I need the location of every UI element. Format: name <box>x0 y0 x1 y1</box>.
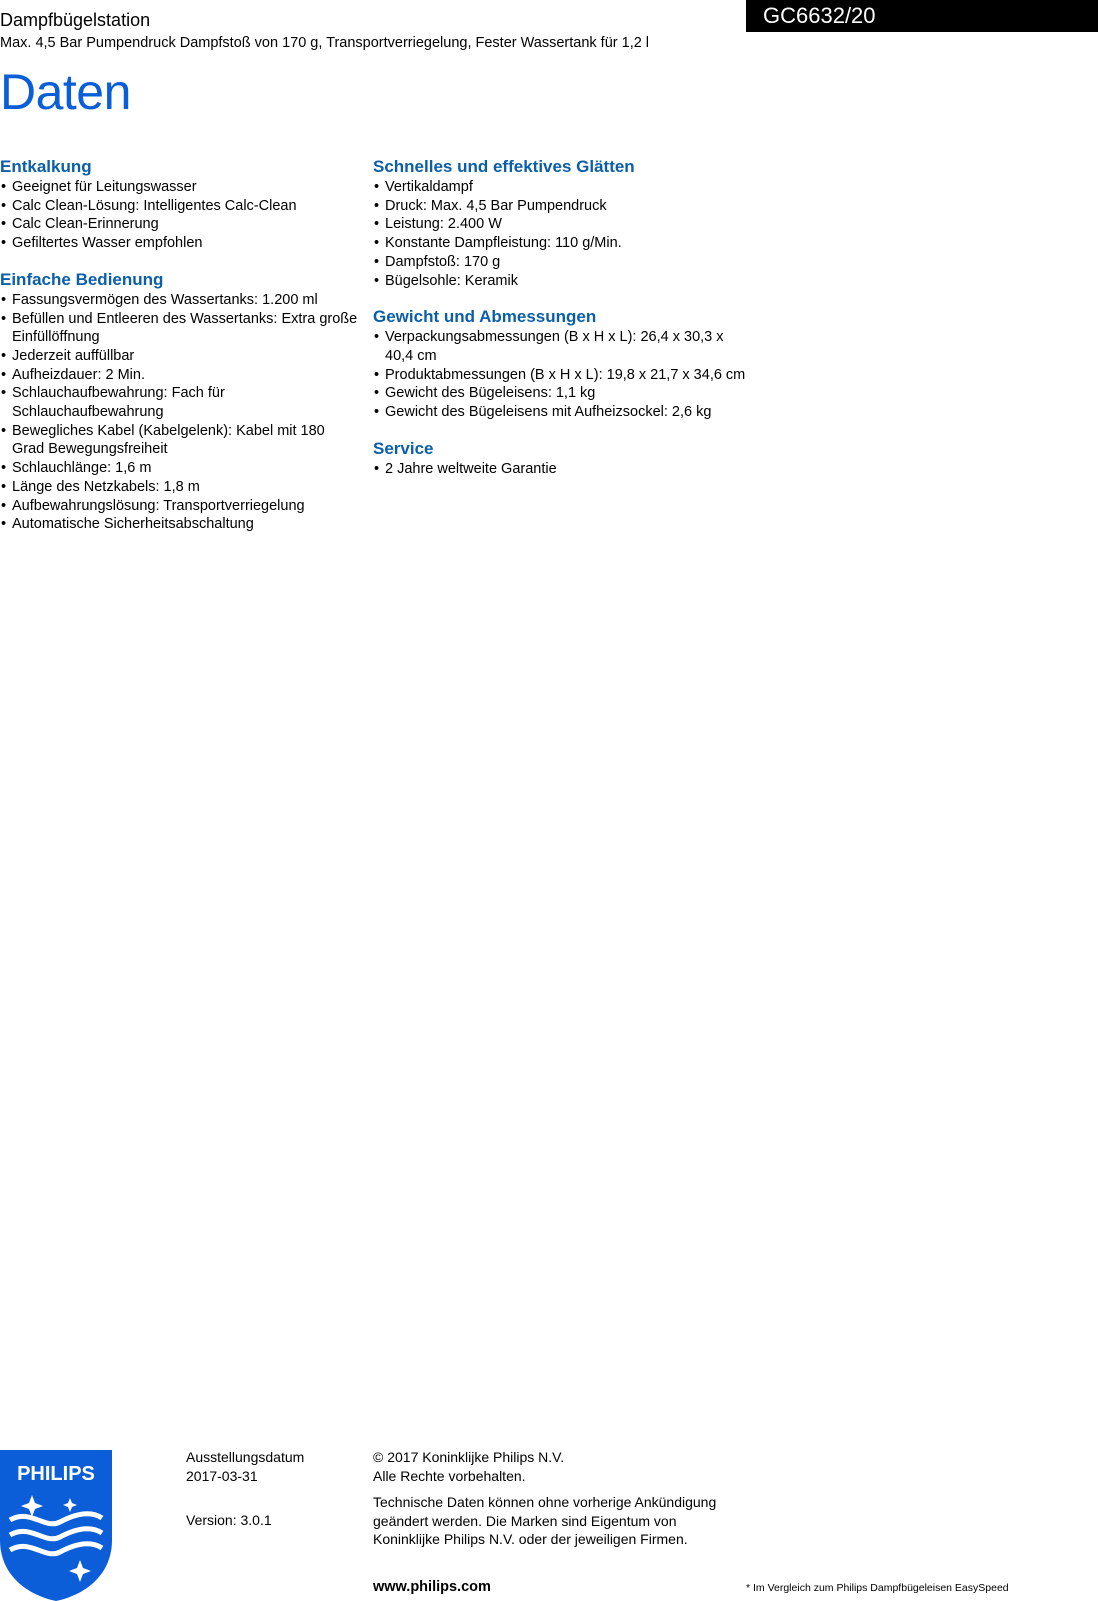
rights-text: Alle Rechte vorbehalten. <box>373 1468 526 1484</box>
spec-item: • Gefiltertes Wasser empfohlen <box>0 234 360 253</box>
spec-item: • Fassungsvermögen des Wassertanks: 1.200 ml <box>0 291 360 310</box>
disclaimer-text: Technische Daten können ohne vorherige Ankündigung geändert werden. Die Marken sind Eigentum von Koninklijke Philips N.V. oder der jeweiligen Firmen. <box>373 1494 717 1547</box>
page-title: Daten <box>0 64 131 120</box>
philips-shield-logo <box>0 1450 112 1601</box>
spec-list <box>0 291 360 534</box>
spec-section <box>373 306 753 422</box>
spec-section <box>0 156 360 253</box>
spec-item: • Schlauchaufbewahrung: Fach für Schlauchaufbewahrung <box>0 384 360 421</box>
spec-section <box>373 156 753 290</box>
spec-item: • Jederzeit auffüllbar <box>0 347 360 366</box>
spec-item: • Automatische Sicherheitsabschaltung <box>0 515 360 534</box>
spec-item: • Schlauchlänge: 1,6 m <box>0 459 360 478</box>
website-link[interactable]: www.philips.com <box>373 1579 491 1595</box>
spec-section <box>0 269 360 534</box>
logo-text: PHILIPS <box>17 1463 95 1485</box>
footnote-text: * Im Vergleich zum Philips Dampfbügeleisen EasySpeed <box>746 1582 1009 1594</box>
spec-list <box>373 328 753 422</box>
section-heading: Einfache Bedienung <box>0 269 164 289</box>
product-name: Dampfbügelstation <box>0 10 151 30</box>
model-number: GC6632/20 <box>763 3 876 28</box>
spec-item: • Produktabmessungen (B x H x L): 19,8 x 21,7 x 34,6 cm <box>373 366 753 385</box>
spec-item: • Gewicht des Bügeleisens: 1,1 kg <box>373 384 753 403</box>
spec-item: • Aufheizdauer: 2 Min. <box>0 366 360 385</box>
right-spec-column <box>373 156 753 494</box>
left-spec-column <box>0 156 360 550</box>
spec-section <box>373 438 753 479</box>
section-heading: Schnelles und effektives Glätten <box>373 157 635 176</box>
spec-item: • Verpackungsabmessungen (B x H x L): 26,4 x 30,3 x 40,4 cm <box>373 328 753 365</box>
spec-item: • Leistung: 2.400 W <box>373 215 753 234</box>
issue-date-value: 2017-03-31 <box>186 1468 258 1484</box>
section-heading: Entkalkung <box>0 157 92 176</box>
issue-date-label: Ausstellungsdatum <box>186 1449 305 1465</box>
version-text: Version: 3.0.1 <box>186 1512 272 1528</box>
spec-item: • Bewegliches Kabel (Kabelgelenk): Kabel mit 180 Grad Bewegungsfreiheit <box>0 422 360 459</box>
product-subtitle: Max. 4,5 Bar Pumpendruck Dampfstoß von 170 g, Transportverriegelung, Fester Wassertank für 1,2 l <box>0 35 650 51</box>
spec-item: • Geeignet für Leitungswasser <box>0 178 360 197</box>
spec-list <box>373 460 753 479</box>
model-number-badge <box>746 0 1098 32</box>
spec-item: • Bügelsohle: Keramik <box>373 272 753 291</box>
spec-list <box>373 178 753 290</box>
spec-item: • Konstante Dampfleistung: 110 g/Min. <box>373 234 753 253</box>
spec-item: • Dampfstoß: 170 g <box>373 253 753 272</box>
spec-item: • Befüllen und Entleeren des Wassertanks: Extra große Einfüllöffnung <box>0 310 360 347</box>
spec-item: • Calc Clean-Lösung: Intelligentes Calc-Clean <box>0 197 360 216</box>
section-heading: Service <box>373 438 434 458</box>
spec-item: • Aufbewahrungslösung: Transportverriegelung <box>0 497 360 516</box>
spec-item: • Gewicht des Bügeleisens mit Aufheizsockel: 2,6 kg <box>373 403 753 422</box>
spec-item: • Calc Clean-Erinnerung <box>0 215 360 234</box>
spec-item: • Druck: Max. 4,5 Bar Pumpendruck <box>373 197 753 216</box>
spec-item: • 2 Jahre weltweite Garantie <box>373 460 753 479</box>
spec-list <box>0 178 360 253</box>
spec-item: • Länge des Netzkabels: 1,8 m <box>0 478 360 497</box>
section-heading: Gewicht und Abmessungen <box>373 307 597 327</box>
copyright-text: © 2017 Koninklijke Philips N.V. <box>373 1449 565 1465</box>
spec-item: • Vertikaldampf <box>373 178 753 197</box>
